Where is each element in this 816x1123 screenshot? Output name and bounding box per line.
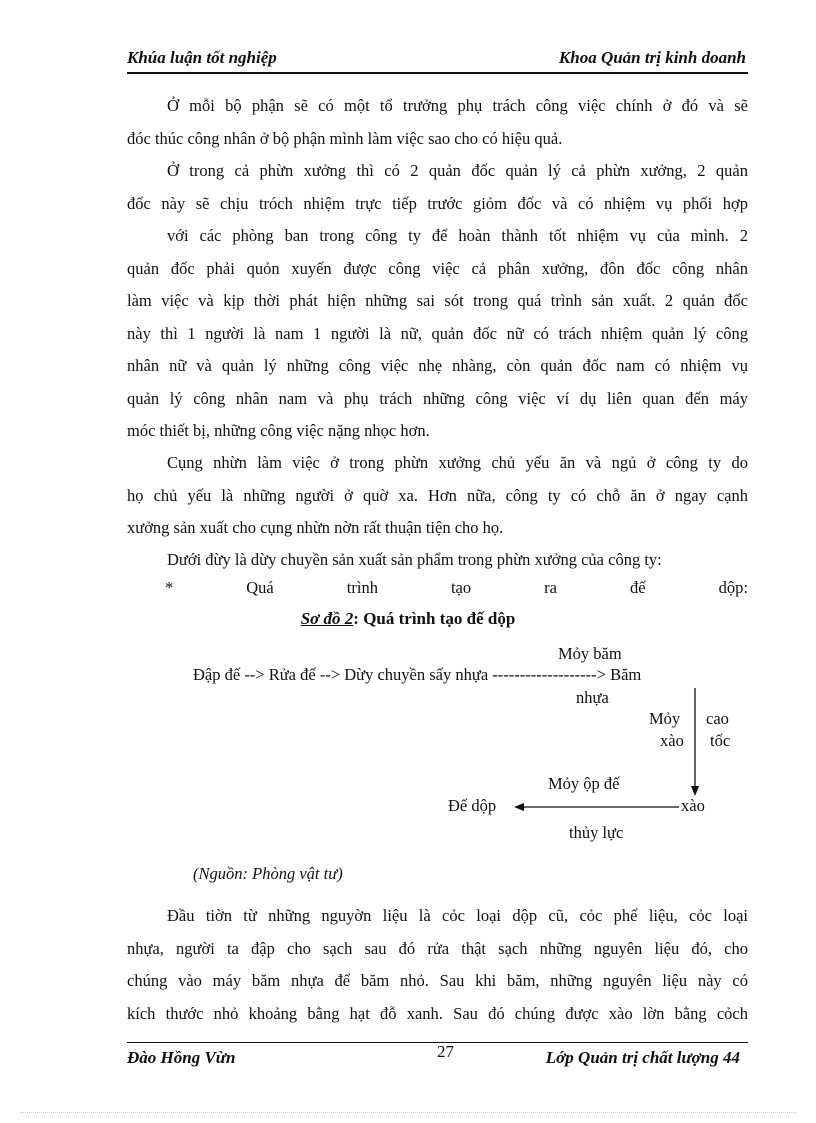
- label-mixer-right-1: cao: [706, 709, 729, 728]
- bullet-star: *: [165, 578, 174, 597]
- diagram-source: (Nguồn: Phòng vật tư): [193, 864, 343, 883]
- label-press-top: Mỏy ộp đế: [548, 774, 620, 793]
- text-line: Ở mỗi bộ phận sẽ có một tổ trưởng phụ trách công việc chính ở đó và sẽ: [167, 96, 748, 115]
- text-line: nhân nữ và quản lý những công việc nhẹ nhàng, còn quản đốc nam có nhiệm vụ: [127, 356, 748, 375]
- text-line: đốc này sẽ chịu tróch nhiệm trực tiếp trước giỏm đốc và có nhiệm vụ phối hợp: [127, 193, 748, 213]
- text-line: làm việc và kịp thời phát hiện những sai sót trong quá trình sản xuất. 2 quản đốc: [127, 291, 748, 310]
- process-heading-line: [165, 578, 748, 598]
- label-machine-top: Mỏy băm: [558, 644, 622, 663]
- page-bottom-divider: [20, 1112, 796, 1113]
- paragraph-workers: [127, 447, 748, 545]
- paragraph-intro-line: [127, 544, 748, 577]
- label-mixer-right-2: tốc: [710, 731, 731, 750]
- text-line: này thì 1 người là nam 1 người là nữ, quản đốc nữ có trách nhiệm quản lý công: [127, 323, 748, 343]
- text-line: xưởng sản xuất cho cụng nhừn nờn rất thuận tiện cho họ.: [127, 518, 504, 537]
- text-line: Cụng nhừn làm việc ở trong phừn xưởng chủ yếu ăn và ngủ ở công ty do: [167, 453, 748, 472]
- label-mixer-left-2: xào: [660, 731, 684, 750]
- vertical-arrow-head: [691, 786, 699, 796]
- word: trình: [346, 578, 378, 597]
- word: dộp:: [718, 578, 748, 597]
- label-press-bottom: thủy lực: [569, 823, 624, 842]
- header-faculty-label: Khoa Quản trị kinh doanh: [558, 48, 746, 67]
- text-line: móc thiết bị, những công việc nặng nhọc hơn.: [127, 421, 430, 440]
- diagram-title: [0, 609, 816, 629]
- paragraph-team-leaders: [127, 90, 748, 155]
- paragraph-foremen: [127, 155, 748, 220]
- text-line: quản lý công nhân nam và phụ trách những công việc ví dụ liên quan đến máy: [127, 388, 748, 408]
- word: Quá: [246, 578, 274, 597]
- page-header: [127, 46, 748, 74]
- label-machine-bottom: nhựa: [576, 688, 609, 707]
- page-footer: [127, 1042, 748, 1073]
- word: tạo: [450, 578, 472, 597]
- header-thesis-label: Khúa luận tốt nghiệp: [127, 48, 277, 67]
- paragraph-process-description: [127, 900, 748, 1030]
- node-mix: xào: [681, 796, 705, 815]
- text-line: đóc thúc công nhân ở bộ phận mình làm việc sao cho có hiệu quả.: [127, 128, 563, 148]
- text-line: với các phòng ban trong công ty để hoàn thành tốt nhiệm vụ của mình. 2: [167, 226, 748, 245]
- text-line: kích thước nhỏ khoảng bằng hạt đỗ xanh. Sau đó chúng được xào lờn bằng cỏch: [127, 1003, 748, 1023]
- text-line: Đầu tiờn từ những nguyờn liệu là cỏc loại dộp cũ, cỏc phế liệu, cỏc loại: [167, 906, 748, 925]
- text-line: họ chủ yếu là những người ở quờ xa. Hơn nữa, công ty có chỗ ăn ở ngay cạnh: [127, 485, 748, 505]
- process-chain: Đập đế --> Rửa đế --> Dừy chuyền sấy nhựa -------------------> Băm: [193, 665, 642, 684]
- footer-class: Lớp Quản trị chất lượng 44: [545, 1048, 740, 1067]
- horizontal-arrow-head: [514, 803, 524, 811]
- paragraph-foremen-duties: [127, 220, 748, 448]
- text-line: Dưới đừy là dừy chuyền sản xuất sản phẩm trong phừn xưởng của công ty:: [167, 550, 662, 569]
- text-line: quản đốc phải quỏn xuyến được công việc cả phân xưởng, đôn đốc công nhân: [127, 258, 748, 278]
- text-line: nhựa, người ta đập cho sạch sau đó rửa thật sạch những nguyên liệu đó, cho: [127, 938, 748, 958]
- text-line: chúng vào máy băm nhựa để băm nhỏ. Sau khi băm, những nguyên liệu này có: [127, 971, 748, 990]
- diagram-title-prefix: Sơ đồ 2: [300, 609, 354, 628]
- node-output: Đế dộp: [448, 796, 497, 815]
- word: đế: [630, 578, 646, 597]
- label-mixer-left-1: Mỏy: [649, 709, 681, 728]
- diagram-title-rest: : Quá trình tạo đế dộp: [353, 609, 516, 628]
- page-number: 27: [437, 1042, 454, 1061]
- word: ra: [544, 578, 557, 597]
- footer-author: Đào Hồng Vừn: [127, 1048, 236, 1067]
- text-line: Ở trong cả phừn xưởng thì có 2 quản đốc quản lý cả phừn xưởng, 2 quản: [167, 161, 748, 180]
